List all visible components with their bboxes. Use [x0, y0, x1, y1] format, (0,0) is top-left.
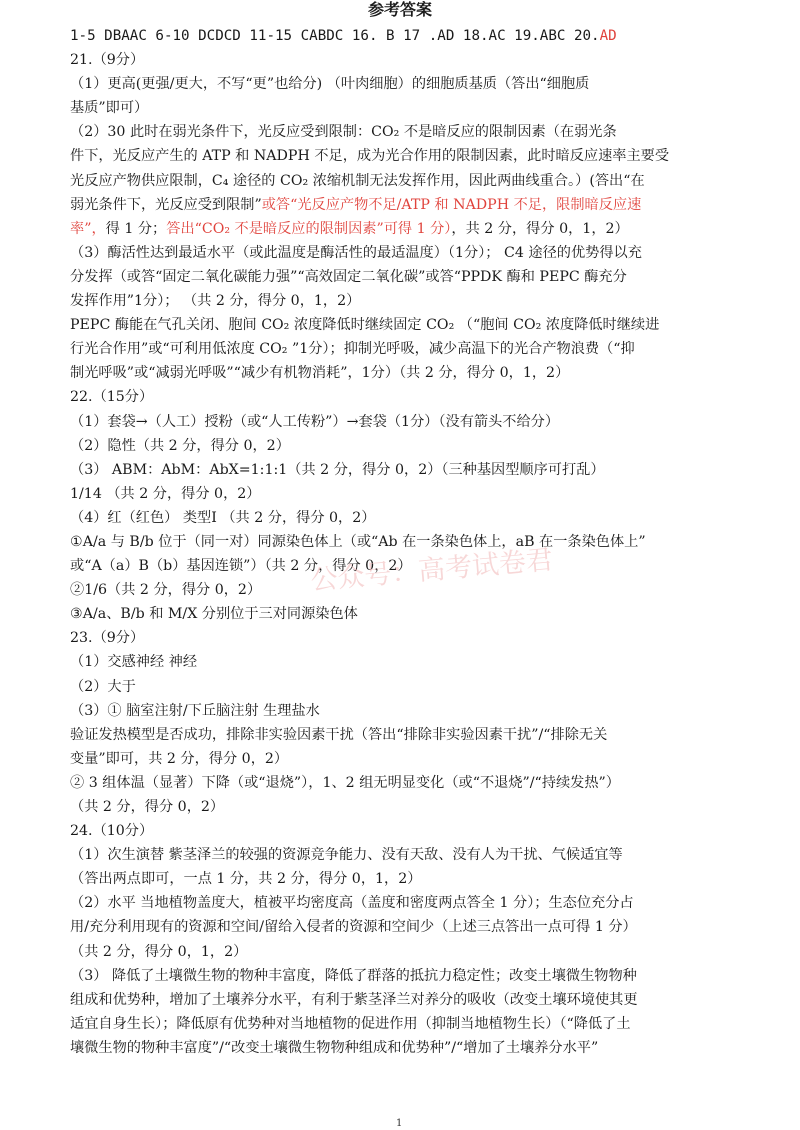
q23-heading: 23.（9分）: [70, 630, 145, 647]
q21-part2-line4: [70, 193, 770, 217]
q21-part2-line2: 件下，光反应产生的 ATP 和 NADPH 不足，成为光合作用的限制因素，此时暗反应速率主要受: [70, 148, 670, 165]
q23-part3: （3）① 脑室注射/下丘脑注射 生理盐水: [70, 702, 320, 719]
q23-part2: （2）大于: [70, 678, 136, 695]
q24-part3-line4: 壤微生物的物种丰富度”/“改变土壤微生物物种组成和优势种”/“增加了土壤养分水平”: [70, 1039, 599, 1056]
q22-part3-ratio: 1/14 （共 2 分，得分 0，2）: [70, 485, 261, 502]
q21-part3-line1: （3）酶活性达到最适水平（或此温度是酶活性的最适温度）（1分）； C4 途径的优势得以充: [70, 244, 642, 261]
q21-part2-line5: [70, 217, 770, 241]
q24-part2-line3: （共 2 分，得分 0，1，2）: [70, 943, 248, 960]
q24-part1-line1: （1）次生演替 紫茎泽兰的较强的资源竞争能力、没有天敌、没有人为干扰、气候适宜等: [70, 847, 623, 864]
q22-case1-line1: ①A/a 与 B/b 位于（同一对）同源染色体上（或“Ab 在一条染色体上，aB 在一条染色体上”: [70, 533, 646, 550]
q24-part3-line2: 组成和优势种，增加了土壤养分水平，有利于紫茎泽兰对养分的吸收（改变土壤环境使其更: [70, 991, 638, 1008]
q24-part2-line2: 用/充分利用现有的资源和空间/留给入侵者的资源和空间少（上述三点答出一点可得 1 分）: [70, 919, 637, 936]
q22-part2: （2）隐性（共 2 分，得分 0，2）: [70, 437, 290, 454]
q21-part2-line5-black1: 得 1 分；: [105, 220, 167, 237]
q22-part4: （4）红（红色） 类型Ⅰ （共 2 分，得分 0，2）: [70, 509, 376, 526]
q22-part1: （1）套袋→（人工）授粉（或“人工传粉”）→套袋（1分）（没有箭头不给分）: [70, 413, 560, 430]
watermark: 公众号：高考试卷君: [309, 544, 555, 597]
q21-heading: 21.（9分）: [70, 52, 145, 69]
q24-part3-line3: 适宜自身生长）；降低原有优势种对当地植物的促进作用（抑制当地植物生长）（“降低了土: [70, 1015, 631, 1032]
q22-case1-line2: 或“A（a）B（b）基因连锁”）（共 2 分，得分 0，2）: [70, 558, 412, 575]
q21-part2-line5-black2: ，共 2 分，得分 0，1，2）: [451, 220, 629, 237]
objective-answer-20: AD: [599, 28, 617, 44]
q22-part3: （3） ABM：AbM：AbX=1:1:1（共 2 分，得分 0，2）（三种基因型顺序可打乱）: [70, 461, 605, 478]
q22-case2: ②1/6（共 2 分，得分 0，2）: [70, 582, 262, 599]
q24-part3-line1: （3） 降低了土壤微生物的物种丰富度，降低了群落的抵抗力稳定性；改变土壤微生物物种: [70, 967, 637, 984]
page-number: 1: [396, 1118, 403, 1129]
q21-part1-line1: （1）更高(更强/更大，不写“更”也给分) （叶肉细胞）的细胞质基质（答出“细胞质: [70, 76, 590, 93]
q21-part2-line3: 光反应产物供应限制，C₄ 途径的 CO₂ 浓缩机制无法发挥作用，因此两曲线重合。）(答出“在: [70, 172, 645, 189]
q21-part4-line1: PEPC 酶能在气孔关闭、胞间 CO₂ 浓度降低时继续固定 CO₂ （“胞间 CO₂ 浓度降低时继续进: [70, 317, 660, 334]
page-title: 参考答案: [367, 0, 432, 19]
q24-part2-line1: （2）水平 当地植物盖度大，植被平均密度高（盖度和密度两点答全 1 分）；生态位充分占: [70, 895, 634, 912]
q22-case3: ③A/a、B/b 和 M/X 分别位于三对同源染色体: [70, 606, 358, 623]
q21-part4-line2: 行光合作用”或“可利用低浓度 CO₂ ”1分）；抑制光呼吸，减少高温下的光合产物浪费（“抑: [70, 341, 635, 358]
q21-part2-line5-red2: 答出“CO₂ 不是暗反应的限制因素”可得 1 分）: [166, 220, 452, 237]
answer-body: [70, 24, 770, 1060]
q21-part1-line2: 基质”即可）: [70, 100, 149, 117]
q21-part3-line2: 分发挥（或答“固定二氧化碳能力强”“高效固定二氧化碳”或答“PPDK 酶和 PEPC 酶充分: [70, 268, 627, 285]
q23-part3-line2: 验证发热模型是否成功，排除非实验因素干扰（答出“排除非实验因素干扰”/“排除无关: [70, 726, 608, 743]
objective-answers: [70, 24, 770, 48]
q23-part3-line3: 变量”即可，共 2 分，得分 0，2）: [70, 750, 289, 767]
q21-part2-line4-black: 弱光条件下，光反应受到限制”: [70, 196, 262, 213]
q22-heading: 22.（15分）: [70, 389, 154, 406]
q21-part2-line1: （2）30 此时在弱光条件下，光反应受到限制：CO₂ 不是暗反应的限制因素（在弱光条: [70, 124, 617, 141]
q24-heading: 24.（10分）: [70, 823, 154, 840]
q21-part2-line4-red: 或答“光反应产物不足/ATP 和 NADPH 不足，限制暗反应速: [261, 196, 642, 213]
q23-part1: （1）交感神经 神经: [70, 654, 198, 671]
q21-part4-line3: 制光呼吸”或“减弱光呼吸”“减少有机物消耗”，1分）（共 2 分，得分 0，1，2）: [70, 365, 570, 382]
q21-part2-line5-red1: 率”，: [70, 220, 106, 237]
q21-part3-line3: 发挥作用”1分）； （共 2 分，得分 0，1，2）: [70, 293, 361, 310]
objective-answers-main: 1-5 DBAAC 6-10 DCDCD 11-15 CABDC 16. B 17 .AD 18.AC 19.ABC 20.: [70, 28, 600, 44]
q23-part3-line4: ② 3 组体温（显著）下降（或“退烧”），1、2 组无明显变化（或“不退烧”/“持续发热”）: [70, 774, 620, 791]
q24-part1-line2: （答出两点即可，一点 1 分，共 2 分，得分 0，1，2）: [70, 871, 422, 888]
q23-part3-line5: （共 2 分，得分 0，2）: [70, 799, 225, 815]
